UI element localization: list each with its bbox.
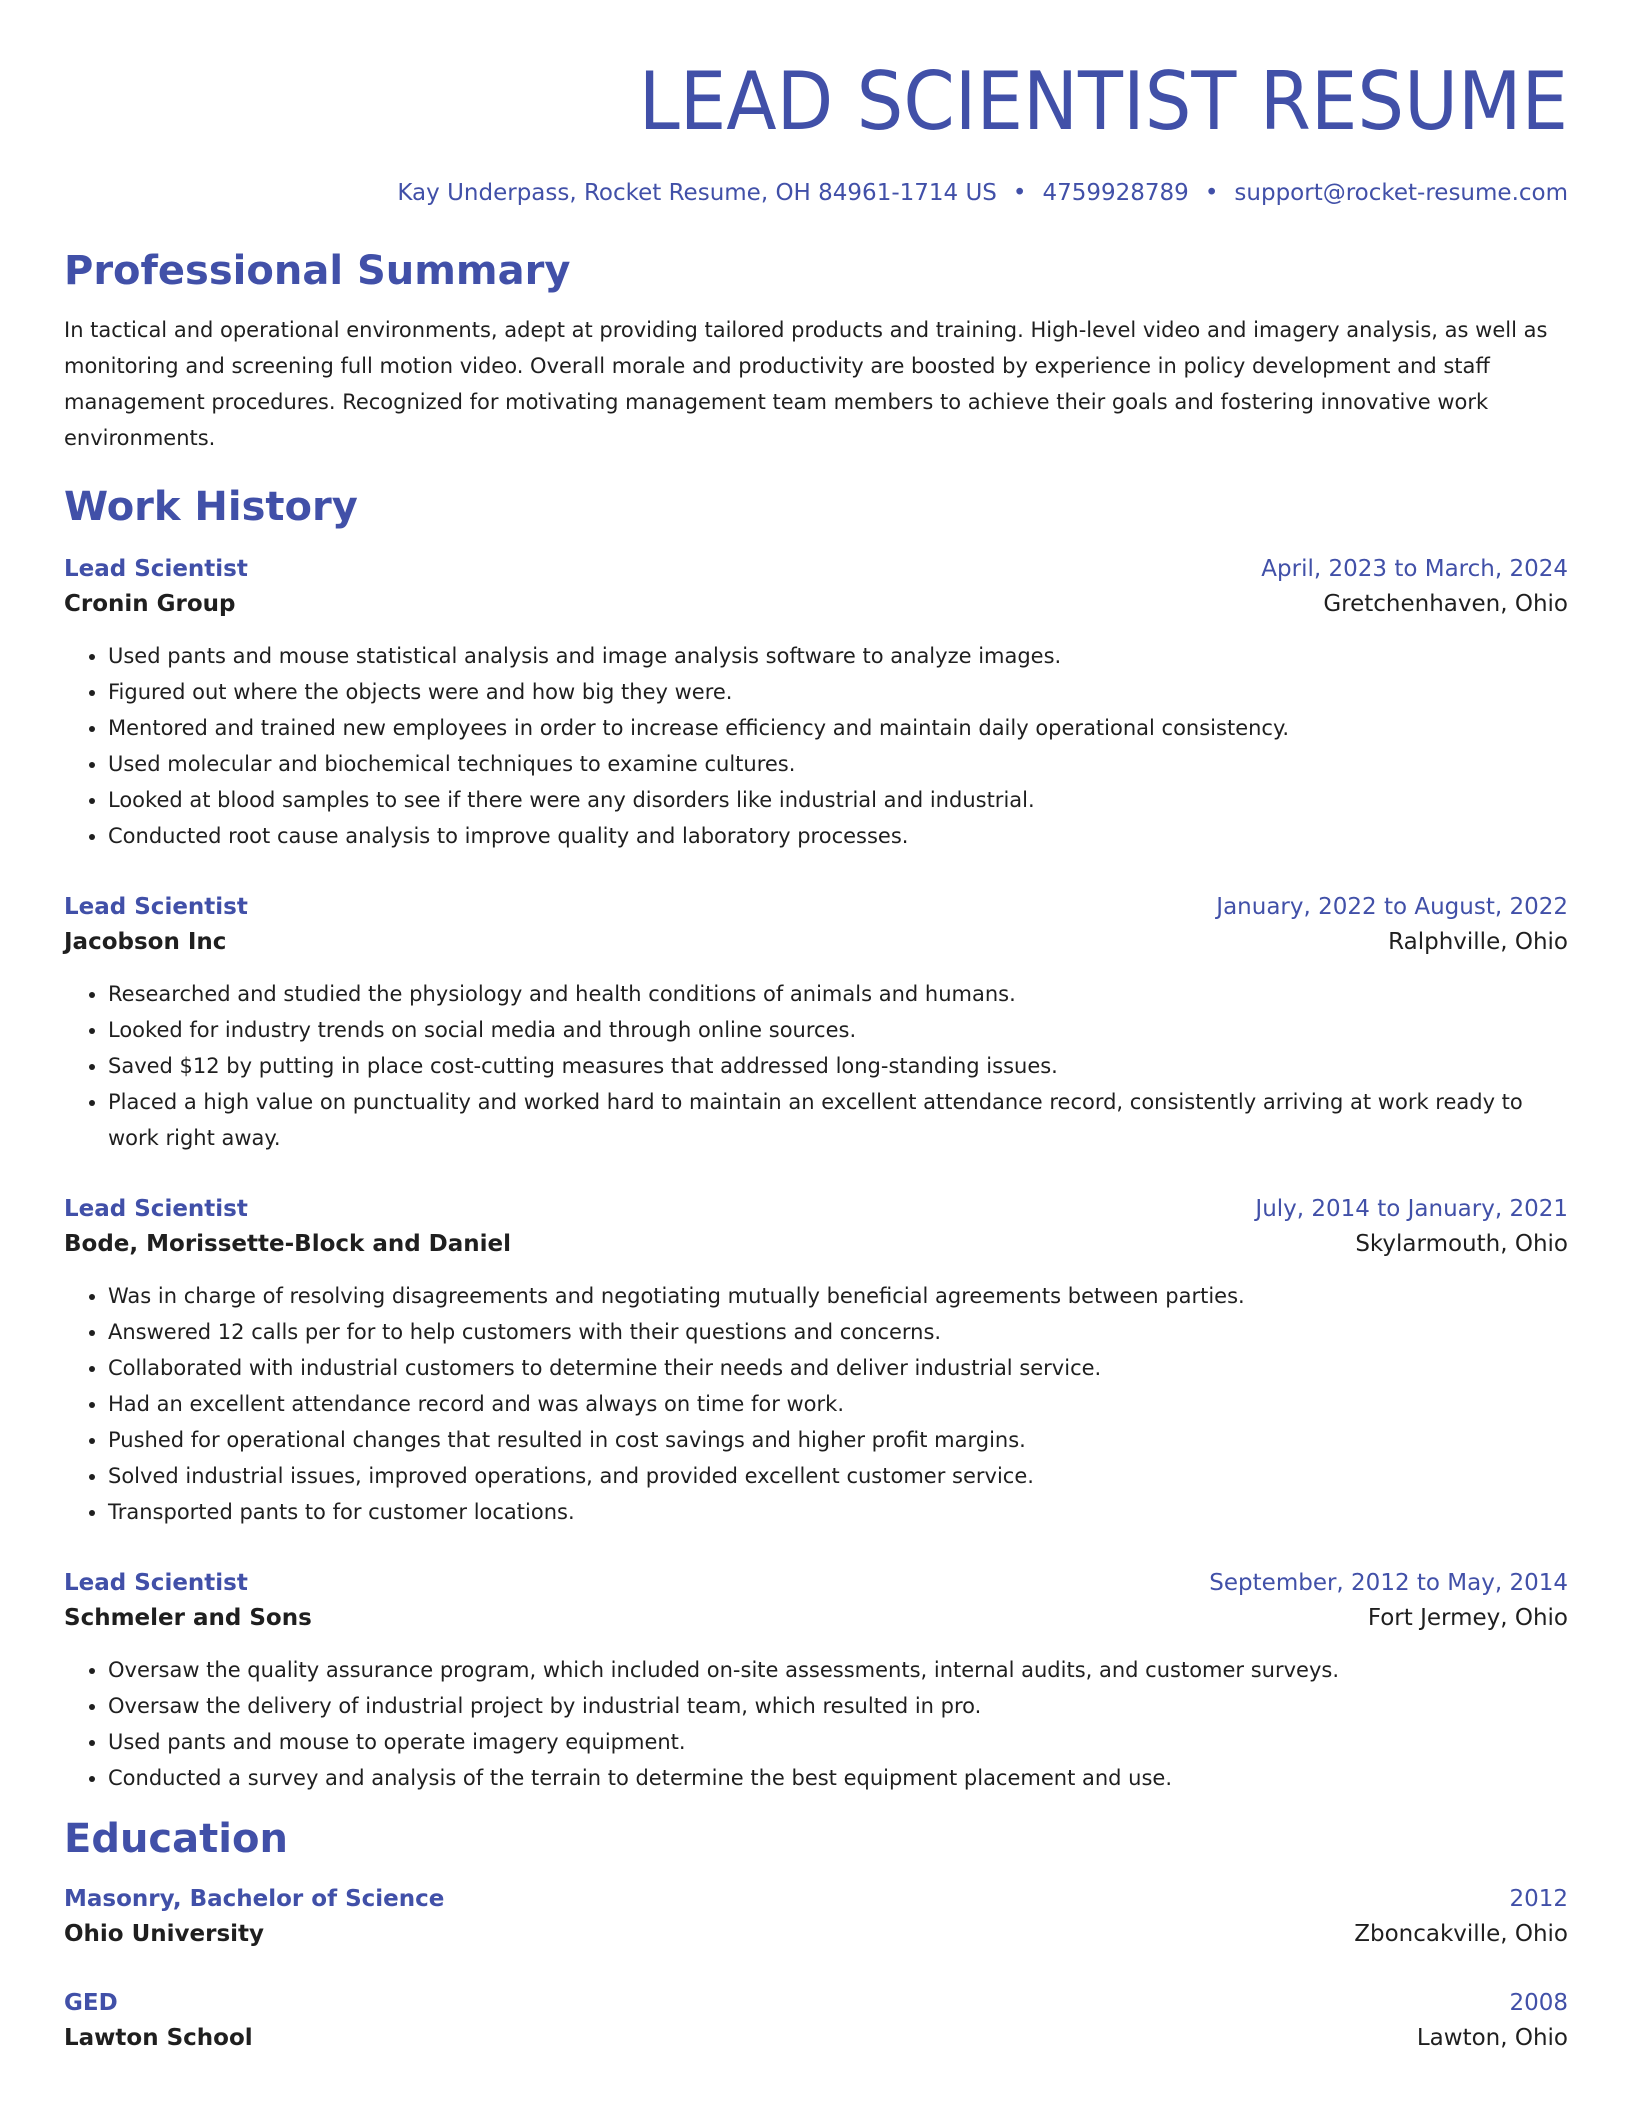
section-heading-summary: Professional Summary [64,248,571,294]
contact-address: Kay Underpass, Rocket Resume, OH 84961-1714 US [397,180,997,206]
job-bullet: • Looked at blood samples to see if there were any disorders like industrial and industrial. [108,782,1568,818]
job-bullet: • Conducted a survey and analysis of the terrain to determine the best equipment placement and use. [108,1760,1568,1796]
job-company-row [64,924,1568,960]
contact-separator: • [1012,180,1027,206]
education-degree-row [64,1882,1568,1916]
job-bullet: • Used pants and mouse statistical analysis and image analysis software to analyze images. [108,638,1568,674]
job-dates: April, 2023 to March, 2024 [1261,556,1568,582]
job-title: Lead Scientist [64,1570,248,1596]
job-dates: January, 2022 to August, 2022 [1216,894,1568,920]
contact-email[interactable]: support@rocket-resume.com [1234,180,1568,206]
education-degree: GED [64,1990,118,2016]
job-bullet: • Had an excellent attendance record and was always on time for work. [108,1386,1568,1422]
job-bullet: • Used pants and mouse to operate imagery equipment. [108,1724,1568,1760]
work-history-section [64,482,1568,1796]
education-degree: Masonry, Bachelor of Science [64,1886,445,1912]
education-year: 2012 [1509,1886,1568,1912]
job-bullet: • Conducted root cause analysis to improve quality and laboratory processes. [108,818,1568,854]
job-bullet: • Figured out where the objects were and how big they were. [108,674,1568,710]
job-bullet: • Collaborated with industrial customers to determine their needs and deliver industrial service. [108,1350,1568,1386]
job-company: Bode, Morissette-Block and Daniel [64,1231,512,1257]
job-bullet: • Solved industrial issues, improved operations, and provided excellent customer service. [108,1458,1568,1494]
education-school: Lawton School [64,2025,253,2051]
job-bullet-list [64,976,1568,1156]
job-bullet-list [64,638,1568,854]
section-heading-education: Education [64,1816,288,1862]
resume-title: LEAD SCIENTIST RESUME [638,55,1568,148]
job-dates: July, 2014 to January, 2021 [1255,1196,1568,1222]
job-title-row [64,890,1568,924]
job-title-row [64,552,1568,586]
job-bullet: • Researched and studied the physiology and health conditions of animals and humans. [108,976,1568,1012]
job-bullet: • Saved $12 by putting in place cost-cutting measures that addressed long-standing issues. [108,1048,1568,1084]
education-degree-row [64,1986,1568,2020]
job-company-row [64,1226,1568,1262]
job-title-row [64,1566,1568,1600]
job-entry [64,552,1568,854]
contact-separator: • [1204,180,1219,206]
job-company: Schmeler and Sons [64,1605,312,1631]
job-bullet: • Oversaw the quality assurance program, which included on-site assessments, internal audits, and customer surveys. [108,1652,1568,1688]
job-location: Ralphville, Ohio [1388,929,1568,955]
job-entry [64,1566,1568,1796]
job-bullet: • Placed a high value on punctuality and worked hard to maintain an excellent attendance record, consistently arriving at work ready to work right away. [108,1084,1568,1156]
job-title: Lead Scientist [64,1196,248,1222]
job-bullet: • Answered 12 calls per for to help customers with their questions and concerns. [108,1314,1568,1350]
job-company-row [64,586,1568,622]
job-bullet: • Mentored and trained new employees in order to increase efficiency and maintain daily operational consistency. [108,710,1568,746]
contact-phone: 4759928789 [1042,180,1189,206]
job-company: Cronin Group [64,591,236,617]
resume-header [64,0,1568,208]
job-title: Lead Scientist [64,556,248,582]
job-bullet: • Looked for industry trends on social media and through online sources. [108,1012,1568,1048]
job-entry [64,890,1568,1156]
education-school-row [64,2020,1568,2056]
job-company: Jacobson Inc [64,929,227,955]
education-location: Zboncakville, Ohio [1354,1921,1568,1947]
education-section [64,1814,1568,2056]
professional-summary-section [64,246,1568,456]
job-bullet: • Transported pants to for customer locations. [108,1494,1568,1530]
job-location: Skylarmouth, Ohio [1355,1231,1568,1257]
job-location: Gretchenhaven, Ohio [1323,591,1568,617]
job-bullet-list [64,1278,1568,1530]
job-bullet: • Was in charge of resolving disagreements and negotiating mutually beneficial agreements between parties. [108,1278,1568,1314]
education-entry [64,1882,1568,1952]
job-bullet-list [64,1652,1568,1796]
job-title-row [64,1192,1568,1226]
job-bullet: • Used molecular and biochemical techniques to examine cultures. [108,746,1568,782]
job-bullet: • Pushed for operational changes that resulted in cost savings and higher profit margins. [108,1422,1568,1458]
job-location: Fort Jermey, Ohio [1367,1605,1568,1631]
job-entry [64,1192,1568,1530]
job-bullet: • Oversaw the delivery of industrial project by industrial team, which resulted in pro. [108,1688,1568,1724]
section-heading-work: Work History [64,484,358,530]
education-school: Ohio University [64,1921,265,1947]
resume-page [64,0,1568,2056]
education-school-row [64,1916,1568,1952]
education-location: Lawton, Ohio [1416,2025,1568,2051]
education-year: 2008 [1509,1990,1568,2016]
contact-line [64,178,1568,208]
education-entry [64,1986,1568,2056]
summary-text: In tactical and operational environments, adept at providing tailored products and training. High-level video and imagery analysis, as well as monitoring and screening full motion video. Overall morale and productivity are boosted by experience in policy development and staff management procedures. Recognized for motivating management team members to achieve their goals and fostering innovative work environments. [64,318,1548,450]
job-title: Lead Scientist [64,894,248,920]
job-dates: September, 2012 to May, 2014 [1209,1570,1568,1596]
job-company-row [64,1600,1568,1636]
